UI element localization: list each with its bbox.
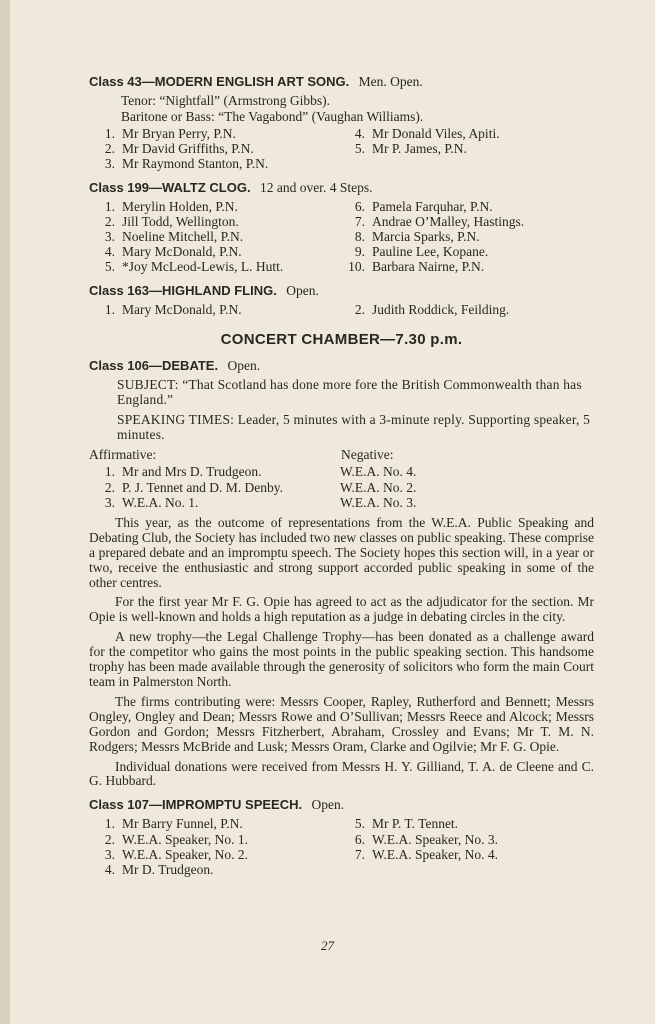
list-row <box>89 259 594 274</box>
entrant-name: W.E.A. Speaker, No. 4. <box>372 846 499 862</box>
paragraph: The firms contributing were: Messrs Cooper, Rapley, Rutherford and Bennett; Messrs Ongley, Ongley and Dean; Messrs Rowe and O’Sullivan; Messrs Reece and Alcock; Messrs Gordon and Gordon; Messrs Fitzherbert, Abraham, Crossley and Evans; Mr T. M. N. Rodgers; Messrs McBride and Lusk; Messrs Oram, Clarke and Ogilvie; Mr F. G. Opie. <box>89 693 594 754</box>
negative-team: W.E.A. No. 3. <box>340 494 417 510</box>
entrant-number: 1. <box>104 464 115 480</box>
negative-team: W.E.A. No. 4. <box>340 464 417 480</box>
class-43-heading <box>89 72 594 91</box>
entrant-number: 1. <box>104 198 115 214</box>
entrant-name: Mr P. James, P.N. <box>372 141 467 157</box>
list-row <box>89 847 594 862</box>
affirmative-team: W.E.A. No. 1. <box>122 494 199 510</box>
entrant-name: Noeline Mitchell, P.N. <box>122 229 244 245</box>
list-row <box>89 816 594 831</box>
class-106-section <box>89 356 594 790</box>
entrant-name: Mr David Griffiths, P.N. <box>122 141 254 157</box>
affirmative-team: Mr and Mrs D. Trudgeon. <box>122 464 262 480</box>
entrant-number: 4. <box>104 244 115 260</box>
entrant-name: *Joy McLeod-Lewis, L. Hutt. <box>122 259 284 275</box>
class-107-entrants <box>89 816 594 877</box>
class-163-qualifier: Open. <box>286 282 319 298</box>
list-row <box>89 464 594 479</box>
debate-speaking-times: SPEAKING TIMES: Leader, 5 minutes with a 3-minute reply. Supporting speaker, 5 minutes. <box>117 411 591 443</box>
class-163-heading <box>89 281 594 300</box>
list-row <box>89 141 594 156</box>
negative-team: W.E.A. No. 2. <box>340 479 417 495</box>
entrant-number: 1. <box>104 301 115 317</box>
entrant-name: Andrae O’Malley, Hastings. <box>372 213 525 229</box>
class-163-entrants <box>89 302 594 317</box>
list-row <box>89 156 594 171</box>
entrant-number: 5. <box>104 259 115 275</box>
entrant-name: Mr Raymond Stanton, P.N. <box>122 156 269 172</box>
class-43-baritone-line: Baritone or Bass: “The Vagabond” (Vaughan Williams). <box>121 108 424 124</box>
affirmative-label: Affirmative: <box>89 446 157 462</box>
class-199-heading <box>89 178 594 197</box>
class-106-heading <box>89 356 594 375</box>
entrant-number: 3. <box>104 494 115 510</box>
entrant-name: Judith Roddick, Feilding. <box>372 301 510 317</box>
page-binding-edge <box>0 0 10 1024</box>
entrant-name: Jill Todd, Wellington. <box>122 213 239 229</box>
list-row <box>89 126 594 141</box>
class-43-section <box>89 72 594 172</box>
entrant-number: 9. <box>354 244 365 260</box>
entrant-number: 8. <box>354 229 365 245</box>
entrant-number: 6. <box>354 198 365 214</box>
entrant-name: Merylin Holden, P.N. <box>122 198 238 214</box>
entrant-name: Mr Barry Funnel, P.N. <box>122 816 243 832</box>
list-row <box>89 862 594 877</box>
class-163-title: Class 163—HIGHLAND FLING. <box>89 282 277 298</box>
list-row <box>89 244 594 259</box>
page-content <box>89 72 594 883</box>
paragraph: A new trophy—the Legal Challenge Trophy—has been donated as a challenge award for the competitor who gains the most points in the public speaking section. This handsome trophy has been made available through the generosity of solicitors who form the main Court team in Palmerston North. <box>89 629 594 689</box>
list-row <box>89 480 594 495</box>
list-row <box>89 495 594 510</box>
entrant-number: 2. <box>354 301 365 317</box>
entrant-name: Mr P. T. Tennet. <box>372 816 459 832</box>
debate-sides-labels <box>89 447 594 463</box>
entrant-number: 3. <box>104 156 115 172</box>
class-163-section <box>89 281 594 317</box>
entrant-name: Pamela Farquhar, P.N. <box>372 198 493 214</box>
class-107-heading <box>89 795 594 814</box>
class-199-section <box>89 178 594 275</box>
entrant-name: Mary McDonald, P.N. <box>122 301 242 317</box>
entrant-number: 7. <box>354 213 365 229</box>
entrant-name: Mr Bryan Perry, P.N. <box>122 126 236 141</box>
paragraph: Individual donations were received from Messrs H. Y. Gilliand, T. A. de Cleene and C. G. Hubbard. <box>89 758 594 789</box>
entrant-number: 2. <box>104 831 115 847</box>
class-43-qualifier: Men. Open. <box>358 74 423 89</box>
entrant-number: 4. <box>104 861 115 877</box>
entrant-name: Pauline Lee, Kopane. <box>372 244 489 260</box>
entrant-name: W.E.A. Speaker, No. 3. <box>372 831 499 847</box>
entrant-number: 10. <box>348 259 365 275</box>
debate-subject: SUBJECT: “That Scotland has done more fore the British Commonwealth than has England.” <box>117 376 582 408</box>
entrant-number: 7. <box>354 846 365 862</box>
class-106-qualifier: Open. <box>227 357 261 373</box>
entrant-number: 1. <box>104 816 115 832</box>
entrant-number: 4. <box>354 126 365 141</box>
class-107-qualifier: Open. <box>311 797 345 813</box>
entrant-number: 3. <box>104 846 115 862</box>
list-row <box>89 229 594 244</box>
class-106-title: Class 106—DEBATE. <box>89 357 219 373</box>
entrant-number: 6. <box>354 831 365 847</box>
paragraph: For the first year Mr F. G. Opie has agreed to act as the adjudicator for the section. Mr Opie is well-known and holds a high reputation as a judge in debating circles in the city. <box>89 594 594 625</box>
class-107-title: Class 107—IMPROMPTU SPEECH. <box>89 797 303 813</box>
entrant-name: Marcia Sparks, P.N. <box>372 229 480 245</box>
class-43-tenor-line: Tenor: “Nightfall” (Armstrong Gibbs). <box>121 93 331 108</box>
debate-teams <box>89 464 594 510</box>
concert-chamber-heading: CONCERT CHAMBER—7.30 p.m. <box>220 330 463 348</box>
list-row <box>89 302 594 317</box>
class-199-title: Class 199—WALTZ CLOG. <box>89 179 251 195</box>
class-199-entrants <box>89 199 594 275</box>
negative-label: Negative: <box>341 446 394 462</box>
entrant-number: 5. <box>354 816 365 832</box>
list-row <box>89 199 594 214</box>
entrant-name: Mr Donald Viles, Apiti. <box>372 126 500 141</box>
entrant-name: W.E.A. Speaker, No. 1. <box>122 831 249 847</box>
class-43-title: Class 43—MODERN ENGLISH ART SONG. <box>89 74 350 89</box>
entrant-name: Barbara Nairne, P.N. <box>372 259 485 275</box>
affirmative-team: P. J. Tennet and D. M. Denby. <box>122 479 284 495</box>
entrant-name: Mary McDonald, P.N. <box>122 244 242 260</box>
entrant-number: 2. <box>104 213 115 229</box>
class-107-section <box>89 795 594 877</box>
page-number: 27 <box>321 938 334 953</box>
entrant-number: 3. <box>104 229 115 245</box>
entrant-number: 2. <box>104 479 115 495</box>
class-43-entrants <box>89 126 594 172</box>
paragraph: This year, as the outcome of representations from the W.E.A. Public Speaking and Debating Club, the Society has included two new classes on public speaking. These comprise a prepared debate and an impromptu speech. The Society hopes this section will, in a year or two, receive the enthusiastic and strong support accorded public speaking in some of the other centres. <box>89 514 594 590</box>
entrant-number: 5. <box>354 141 365 157</box>
entrant-number: 1. <box>104 126 115 141</box>
entrant-number: 2. <box>104 141 115 157</box>
entrant-name: W.E.A. Speaker, No. 2. <box>122 846 249 862</box>
entrant-name: Mr D. Trudgeon. <box>122 861 214 877</box>
class-199-qualifier: 12 and over. 4 Steps. <box>259 179 373 195</box>
list-row <box>89 214 594 229</box>
list-row <box>89 832 594 847</box>
